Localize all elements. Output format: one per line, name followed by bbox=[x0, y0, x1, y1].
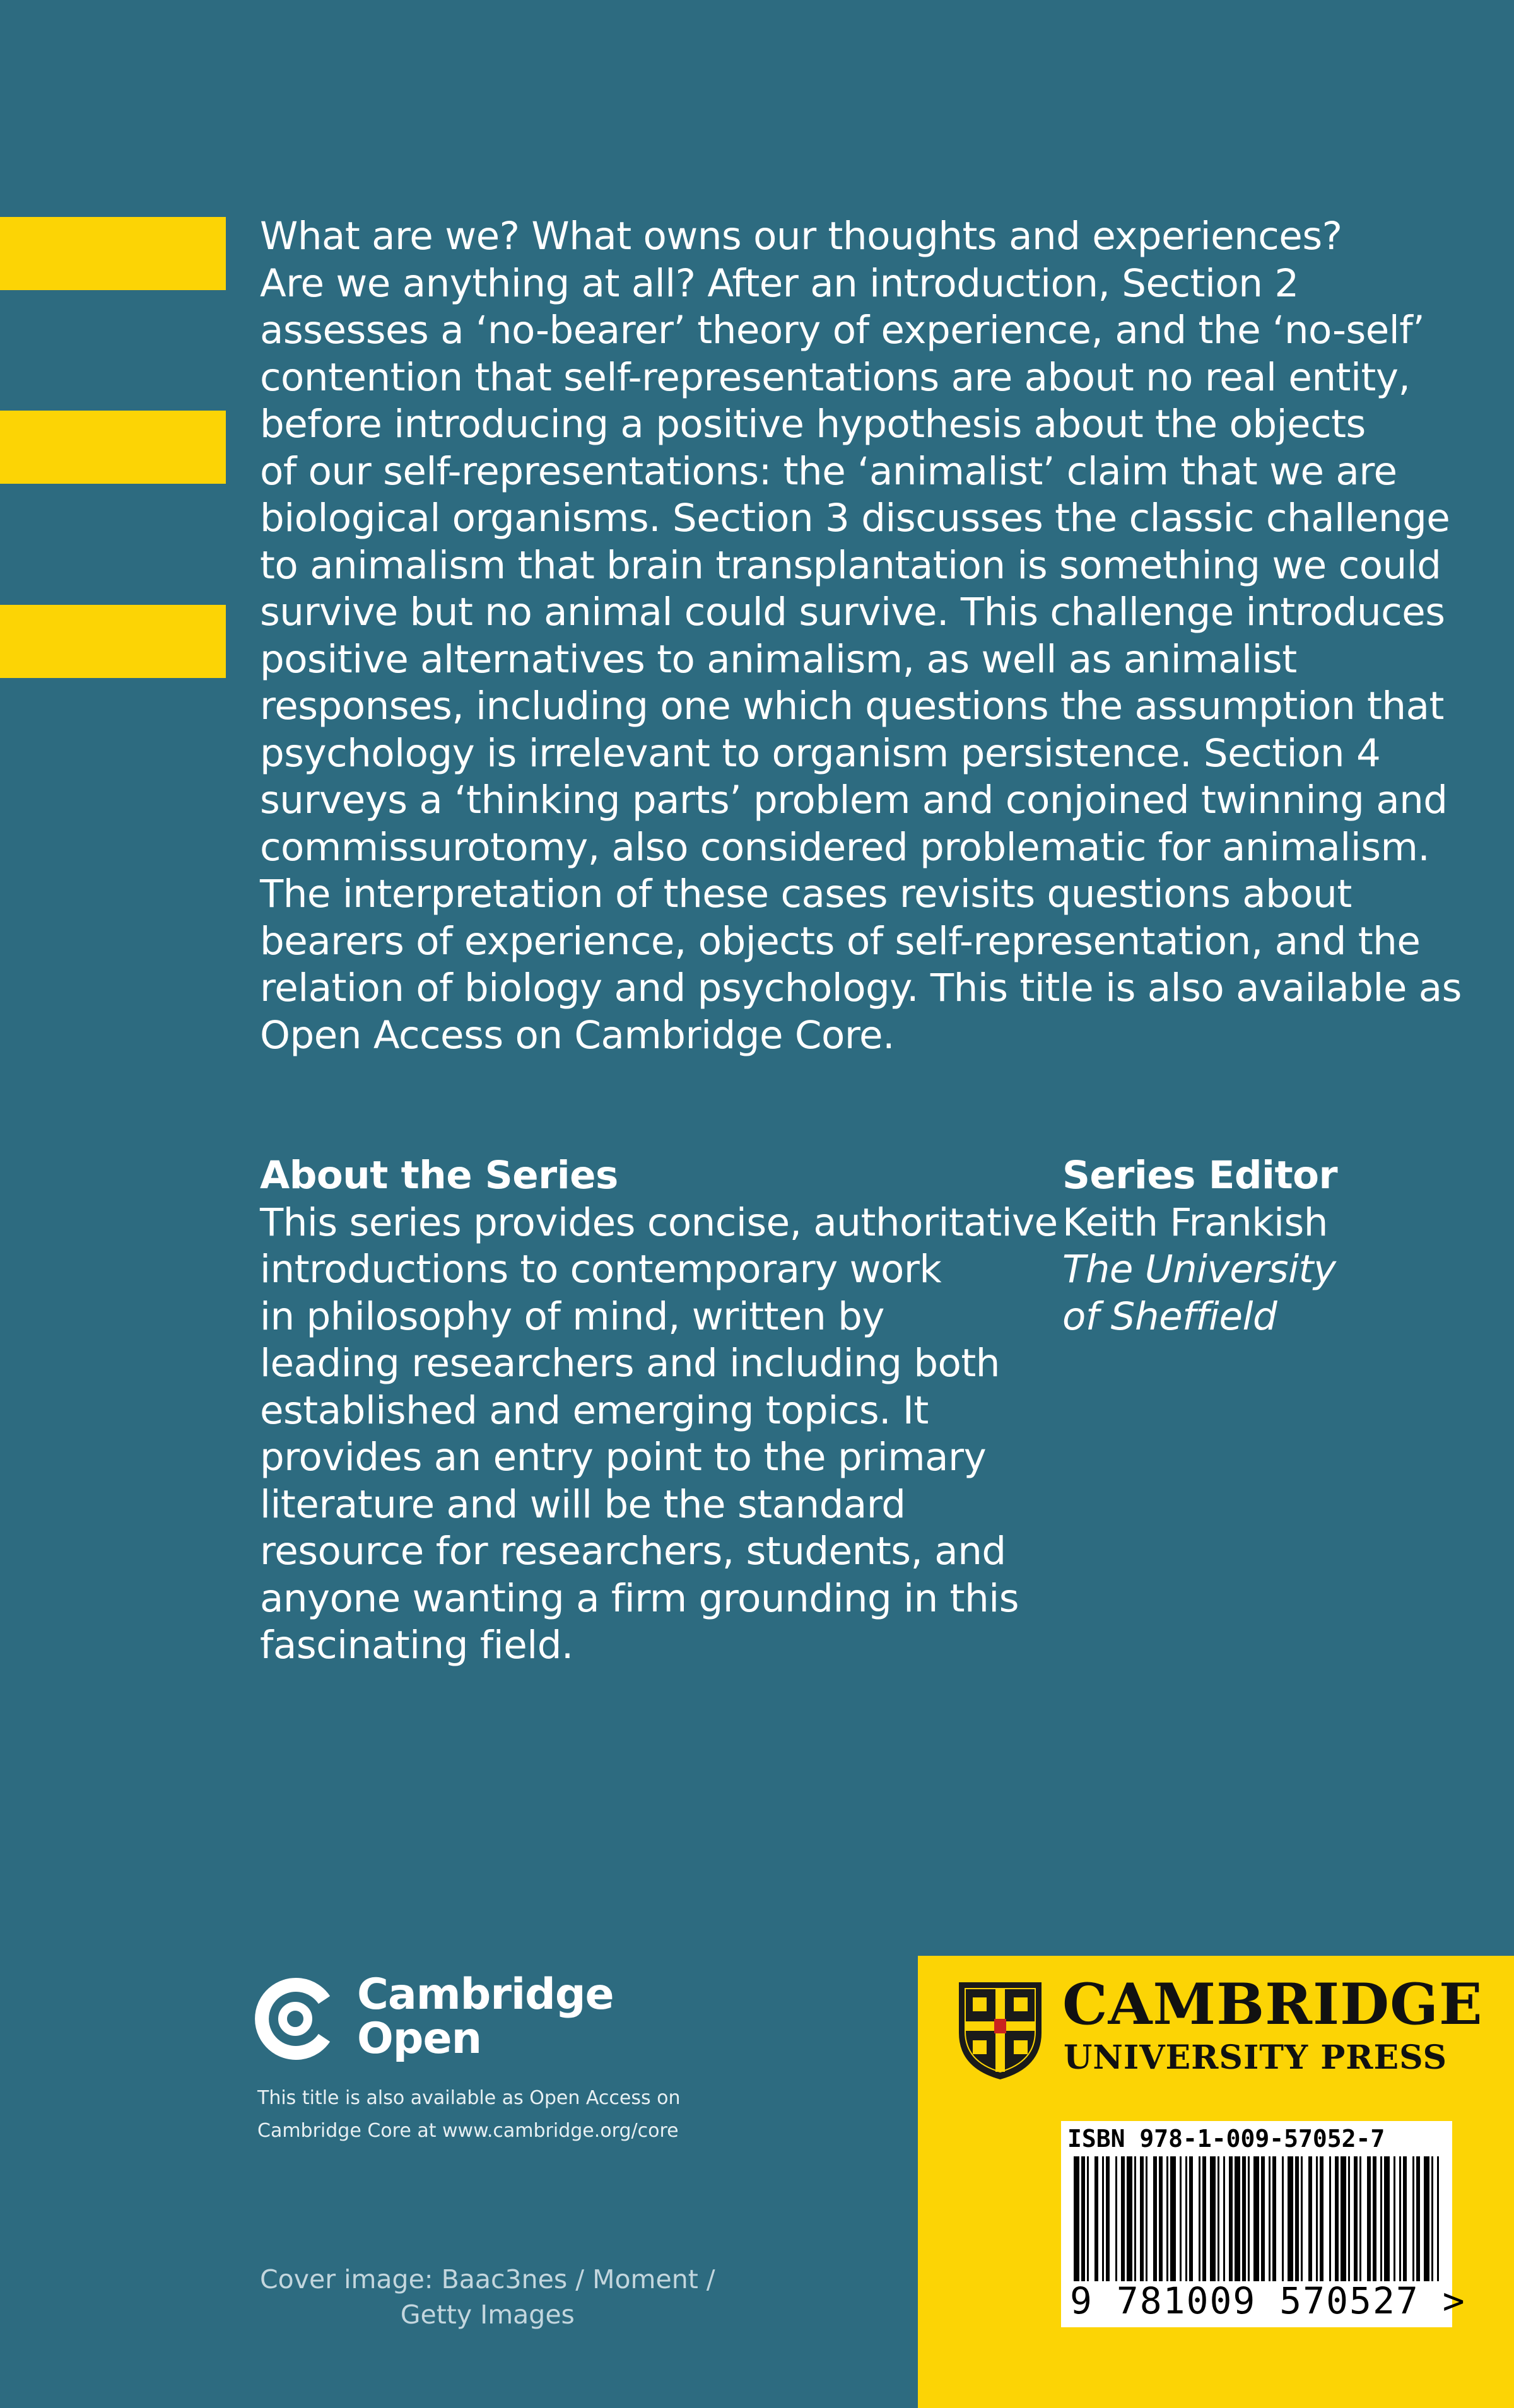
isbn-label: ISBN 978-1-009-57052-7 bbox=[1067, 2125, 1385, 2153]
barcode-stripe bbox=[1202, 2156, 1206, 2281]
barcode-stripe bbox=[1199, 2156, 1200, 2281]
description-line: assesses a ‘no-bearer’ theory of experience, and the ‘no-self’ bbox=[260, 308, 1425, 353]
barcode-stripe bbox=[1235, 2156, 1240, 2281]
barcode-stripe bbox=[1229, 2156, 1233, 2281]
barcode-stripe bbox=[1437, 2156, 1439, 2281]
cover-credit-line: Getty Images bbox=[400, 2300, 575, 2330]
open-access-line: This title is also available as Open Access on bbox=[257, 2087, 681, 2109]
barcode-stripe bbox=[1159, 2156, 1163, 2281]
barcode-stripe bbox=[1185, 2156, 1187, 2281]
about-series-line: introductions to contemporary work bbox=[260, 1247, 942, 1292]
description-line: biological organisms. Section 3 discusses the classic challenge bbox=[260, 496, 1450, 541]
barcode-stripe bbox=[1295, 2156, 1299, 2281]
barcode-stripe bbox=[1106, 2156, 1110, 2281]
decorative-bar-middle bbox=[0, 411, 226, 484]
series-editor-affiliation: of Sheffield bbox=[1062, 1294, 1277, 1339]
barcode-stripe bbox=[1218, 2156, 1219, 2281]
barcode-stripe bbox=[1102, 2156, 1104, 2281]
barcode-stripe bbox=[1399, 2156, 1401, 2281]
barcode-icon bbox=[1074, 2156, 1440, 2281]
barcode-stripe bbox=[1134, 2156, 1136, 2281]
about-series-line: resource for researchers, students, and bbox=[260, 1529, 1006, 1574]
description-line: to animalism that brain transplantation is something we could bbox=[260, 542, 1441, 588]
barcode-stripe bbox=[1115, 2156, 1117, 2281]
description-line: surveys a ‘thinking parts’ problem and conjoined twinning and bbox=[260, 778, 1448, 822]
barcode-stripe bbox=[1320, 2156, 1323, 2281]
description-line: psychology is irrelevant to organism persistence. Section 4 bbox=[260, 730, 1381, 776]
barcode-stripe bbox=[1367, 2156, 1371, 2281]
barcode-stripe bbox=[1170, 2156, 1176, 2281]
barcode-stripe bbox=[1074, 2156, 1079, 2281]
description-line: commissurotomy, also considered problematic for animalism. bbox=[260, 824, 1430, 870]
barcode-stripe bbox=[1269, 2156, 1270, 2281]
barcode-stripe bbox=[1087, 2156, 1089, 2281]
open-access-note bbox=[257, 2082, 681, 2148]
description-line: What are we? What owns our thoughts and experiences? bbox=[260, 214, 1342, 259]
description-line: The interpretation of these cases revisits questions about bbox=[260, 872, 1352, 916]
barcode-stripe bbox=[1316, 2156, 1318, 2281]
barcode-stripe bbox=[1308, 2156, 1312, 2281]
publisher-name: CAMBRIDGE bbox=[1062, 1971, 1483, 2038]
cambridge-open-wordmark bbox=[357, 1970, 614, 2064]
description-line: relation of biology and psychology. This title is also available as bbox=[260, 966, 1462, 1010]
description-line: positive alternatives to animalism, as well as animalist bbox=[260, 636, 1297, 682]
description-line: bearers of experience, objects of self-representation, and the bbox=[260, 918, 1421, 964]
series-editor-heading: Series Editor bbox=[1062, 1153, 1338, 1198]
barcode-stripe bbox=[1394, 2156, 1395, 2281]
barcode-stripe bbox=[1253, 2156, 1259, 2281]
barcode-stripe bbox=[1359, 2156, 1361, 2281]
barcode-stripe bbox=[1403, 2156, 1407, 2281]
barcode-stripe bbox=[1301, 2156, 1303, 2281]
series-editor-name: Keith Frankish bbox=[1062, 1200, 1328, 1245]
about-series-line: This series provides concise, authoritative bbox=[260, 1200, 1058, 1245]
barcode-stripe bbox=[1146, 2156, 1147, 2281]
description-line: survive but no animal could survive. This challenge introduces bbox=[260, 590, 1445, 634]
about-series-line: leading researchers and including both bbox=[260, 1341, 1000, 1386]
barcode-stripe bbox=[1248, 2156, 1250, 2281]
barcode-stripe bbox=[1329, 2156, 1331, 2281]
decorative-bar-top bbox=[0, 217, 226, 290]
barcode-stripe bbox=[1180, 2156, 1182, 2281]
description-line: responses, including one which questions the assumption that bbox=[260, 684, 1444, 728]
about-series-line: literature and will be the standard bbox=[260, 1482, 906, 1527]
barcode-stripe bbox=[1335, 2156, 1339, 2281]
cover-credit-line: Cover image: Baac3nes / Moment / bbox=[260, 2264, 715, 2294]
decorative-bar-bottom bbox=[0, 605, 226, 678]
barcode-stripe bbox=[1373, 2156, 1376, 2281]
about-series-heading: About the Series bbox=[260, 1153, 618, 1198]
barcode-stripe bbox=[1189, 2156, 1193, 2281]
barcode-stripe bbox=[1282, 2156, 1284, 2281]
isbn-digits: 9 781009 570527 > bbox=[1070, 2279, 1466, 2322]
description-line: before introducing a positive hypothesis about the objects bbox=[260, 402, 1366, 447]
barcode-stripe bbox=[1288, 2156, 1293, 2281]
barcode-stripe bbox=[1210, 2156, 1216, 2281]
barcode-stripe bbox=[1153, 2156, 1157, 2281]
barcode-stripe bbox=[1341, 2156, 1346, 2281]
barcode-stripe bbox=[1081, 2156, 1085, 2281]
series-editor-section bbox=[1062, 1152, 1337, 1340]
barcode-stripe bbox=[1348, 2156, 1350, 2281]
cambridge-open-line: Open bbox=[357, 2014, 482, 2064]
barcode-stripe bbox=[1127, 2156, 1132, 2281]
barcode-stripe bbox=[1380, 2156, 1382, 2281]
about-series-section bbox=[260, 1152, 1058, 1669]
open-access-line: Cambridge Core at www.cambridge.org/core bbox=[257, 2120, 679, 2142]
barcode-stripe bbox=[1431, 2156, 1433, 2281]
description-line: of our self-representations: the ‘animalist’ claim that we are bbox=[260, 448, 1397, 494]
barcode-stripe bbox=[1354, 2156, 1358, 2281]
barcode-stripe bbox=[1094, 2156, 1098, 2281]
barcode-stripe bbox=[1242, 2156, 1246, 2281]
cover-image-credit bbox=[260, 2262, 715, 2332]
barcode-stripe bbox=[1121, 2156, 1125, 2281]
cambridge-open-logo-icon bbox=[255, 1977, 336, 2060]
description-line: Open Access on Cambridge Core. bbox=[260, 1012, 895, 1058]
about-series-line: fascinating field. bbox=[260, 1623, 573, 1668]
about-series-line: in philosophy of mind, written by bbox=[260, 1294, 884, 1339]
publisher-subname: UNIVERSITY PRESS bbox=[1064, 2038, 1448, 2077]
university-shield-icon bbox=[958, 1981, 1043, 2081]
barcode-stripe bbox=[1272, 2156, 1276, 2281]
description-line: contention that self-representations are about no real entity, bbox=[260, 354, 1411, 400]
barcode-stripe bbox=[1261, 2156, 1265, 2281]
barcode-stripe bbox=[1166, 2156, 1168, 2281]
cambridge-open-line: Cambridge bbox=[357, 1970, 614, 2019]
barcode-stripe bbox=[1412, 2156, 1414, 2281]
barcode-stripe bbox=[1416, 2156, 1420, 2281]
about-series-line: established and emerging topics. It bbox=[260, 1388, 929, 1433]
barcode-stripe bbox=[1424, 2156, 1429, 2281]
barcode-stripe bbox=[1384, 2156, 1390, 2281]
about-series-line: provides an entry point to the primary bbox=[260, 1435, 987, 1480]
description-line: Are we anything at all? After an introduction, Section 2 bbox=[260, 260, 1299, 306]
barcode-stripe bbox=[1140, 2156, 1144, 2281]
book-description bbox=[260, 213, 1462, 1059]
barcode-stripe bbox=[1223, 2156, 1225, 2281]
about-series-line: anyone wanting a firm grounding in this bbox=[260, 1575, 1019, 1621]
series-editor-affiliation: The University bbox=[1062, 1247, 1336, 1292]
isbn-barcode-block bbox=[1061, 2121, 1466, 2327]
